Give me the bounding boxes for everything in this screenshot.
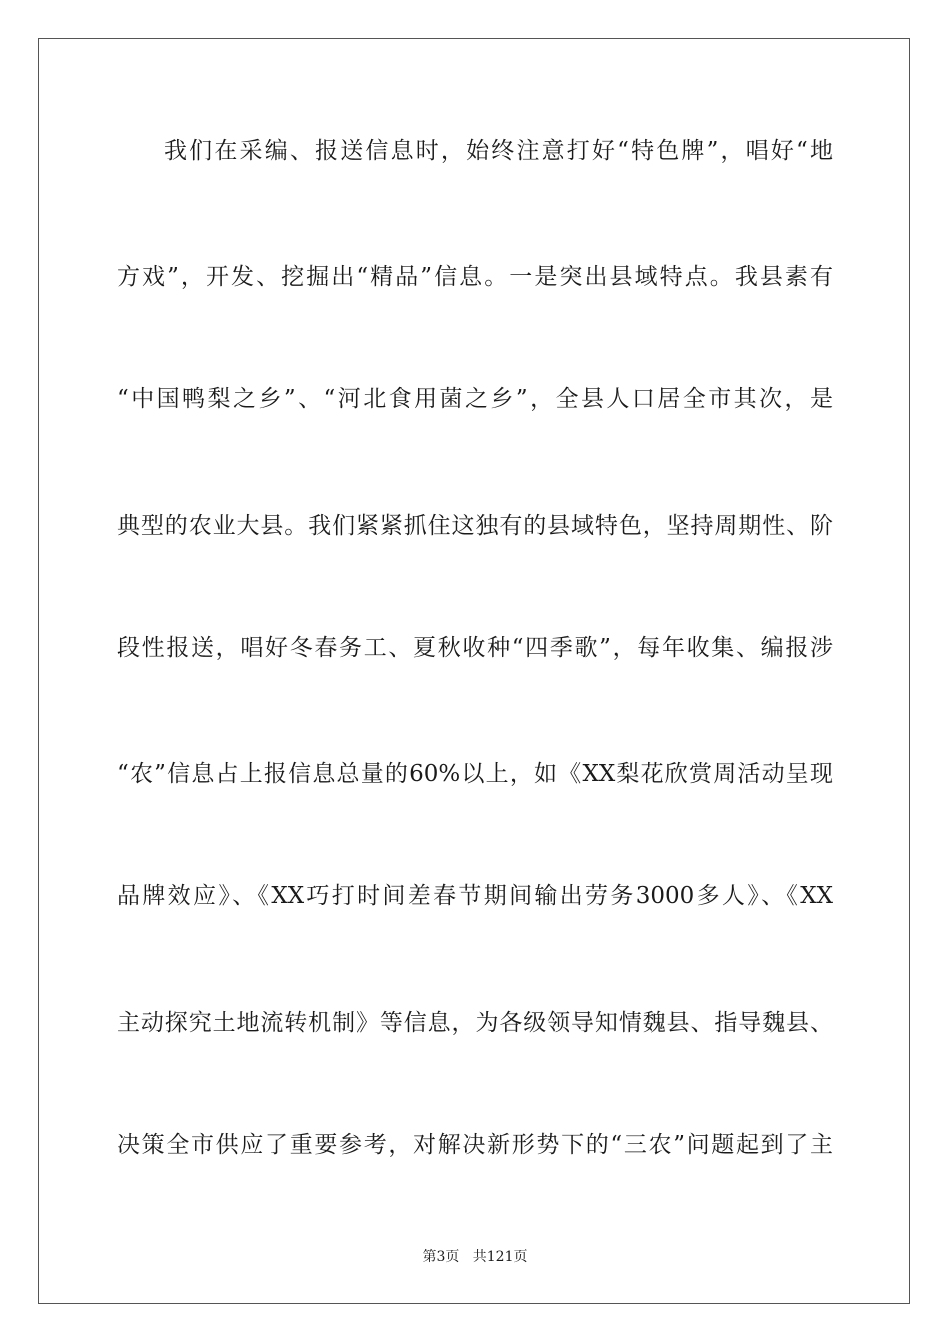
paragraph-line-3: “中国鸭梨之乡”、“河北食用菌之乡”，全县人口居全市其次，是	[117, 386, 833, 412]
paragraph-line-9: 决策全市供应了重要参考，对解决新形势下的“三农”问题起到了主	[117, 1132, 833, 1158]
paragraph-line-6: “农”信息占上报信息总量的60%以上，如《XX梨花欣赏周活动呈现	[117, 761, 833, 787]
page-footer	[0, 1248, 950, 1266]
paragraph-line-4: 典型的农业大县。我们紧紧抓住这独有的县域特色，坚持周期性、阶	[117, 513, 833, 539]
paragraph-line-5: 段性报送，唱好冬春务工、夏秋收种“四季歌”，每年收集、编报涉	[117, 635, 833, 661]
paragraph-line-2: 方戏”，开发、挖掘出“精品”信息。一是突出县域特点。我县素有	[117, 264, 833, 290]
paragraph-line-1: 我们在采编、报送信息时，始终注意打好“特色牌”，唱好“地	[164, 138, 833, 164]
paragraph-line-7: 品牌效应》、《XX巧打时间差春节期间输出劳务3000多人》、《XX	[117, 883, 833, 909]
page-border	[38, 38, 910, 1304]
paragraph-line-8: 主动探究土地流转机制》等信息，为各级领导知情魏县、指导魏县、	[117, 1010, 833, 1036]
page-number: 第3页	[422, 1249, 460, 1265]
total-pages: 共121页	[472, 1249, 528, 1265]
